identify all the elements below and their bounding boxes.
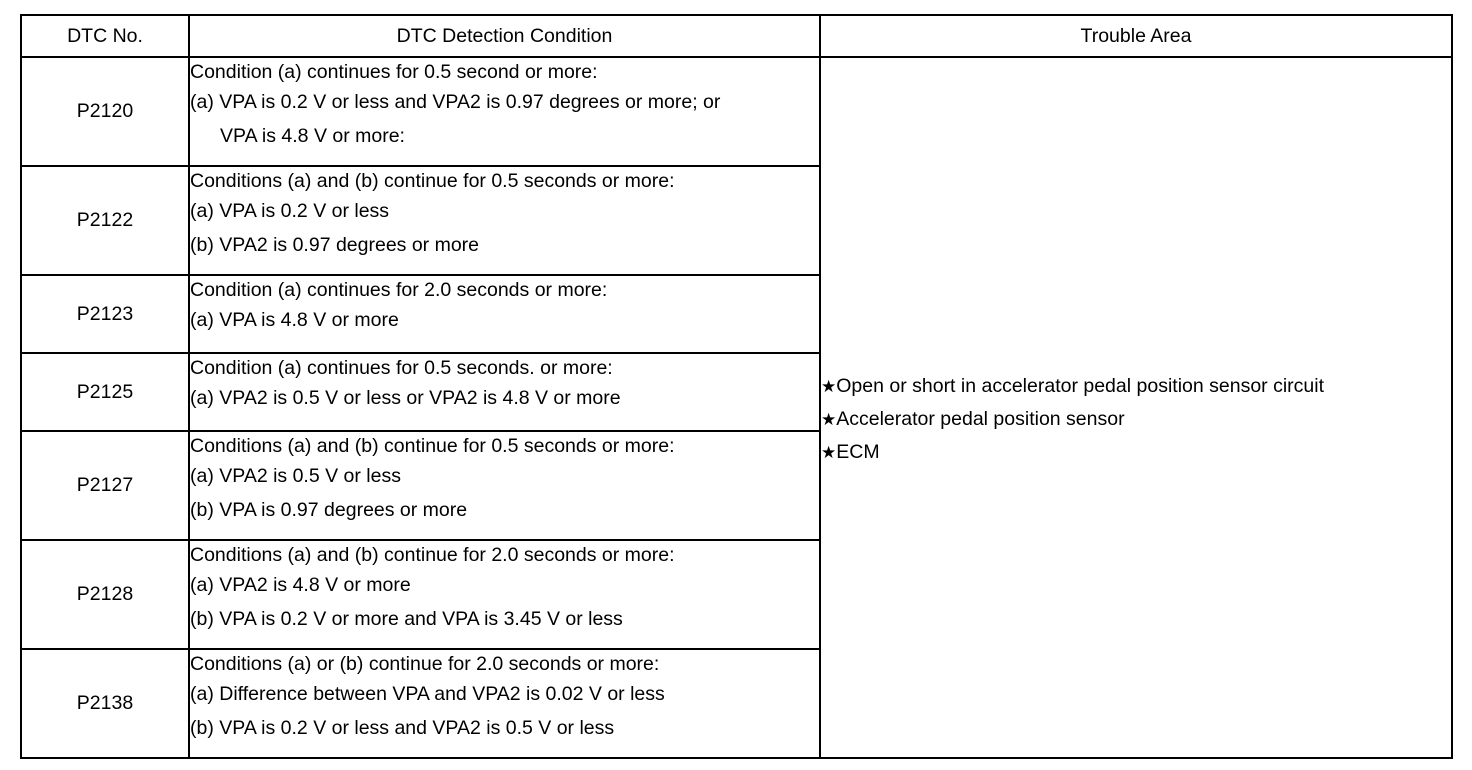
header-row xyxy=(21,15,1452,57)
detection-condition xyxy=(189,166,820,275)
header-detection-condition: DTC Detection Condition xyxy=(189,15,820,57)
dtc-code: P2138 xyxy=(21,649,189,758)
condition-line: (a) VPA is 0.2 V or less xyxy=(190,200,390,222)
trouble-area-item xyxy=(821,436,1451,469)
trouble-area-item-label: Open or short in accelerator pedal position sensor circuit xyxy=(836,375,1324,397)
trouble-area-cell xyxy=(820,57,1452,758)
dtc-table xyxy=(20,14,1453,759)
header-trouble-area: Trouble Area xyxy=(820,15,1452,57)
condition-line: (a) VPA2 is 0.5 V or less xyxy=(190,465,401,487)
condition-line: (b) VPA is 0.2 V or less and VPA2 is 0.5 V or less xyxy=(190,716,615,739)
condition-line: (a) Difference between VPA and VPA2 is 0.02 V or less xyxy=(190,683,665,705)
condition-line: Condition (a) continues for 2.0 seconds or more: xyxy=(190,279,608,301)
trouble-area-item xyxy=(821,403,1451,436)
condition-line: Condition (a) continues for 0.5 second or more: xyxy=(190,61,598,83)
condition-line: (b) VPA is 0.97 degrees or more xyxy=(190,498,468,521)
dtc-code: P2128 xyxy=(21,540,189,649)
dtc-code: P2122 xyxy=(21,166,189,275)
detection-condition xyxy=(189,540,820,649)
condition-line: (a) VPA is 4.8 V or more xyxy=(190,309,399,331)
detection-condition xyxy=(189,649,820,758)
detection-condition xyxy=(189,431,820,540)
condition-line: Condition (a) continues for 0.5 seconds. or more: xyxy=(190,357,613,379)
condition-line: VPA is 4.8 V or more: xyxy=(220,124,405,147)
condition-line: (b) VPA is 0.2 V or more and VPA is 3.45 V or less xyxy=(190,607,623,630)
star-icon: ★ xyxy=(821,410,837,429)
condition-line: (b) VPA2 is 0.97 degrees or more xyxy=(190,233,480,256)
condition-line: Conditions (a) and (b) continue for 0.5 seconds or more: xyxy=(190,435,675,457)
trouble-area-list xyxy=(821,370,1451,469)
trouble-area-item-label: Accelerator pedal position sensor xyxy=(836,408,1125,430)
detection-condition xyxy=(189,353,820,431)
star-icon: ★ xyxy=(821,443,837,462)
condition-line: (a) VPA2 is 0.5 V or less or VPA2 is 4.8 V or more xyxy=(190,387,621,409)
condition-line: (a) VPA is 0.2 V or less and VPA2 is 0.97 degrees or more; or xyxy=(190,91,721,113)
dtc-code: P2123 xyxy=(21,275,189,353)
table-row xyxy=(21,57,1452,166)
star-icon: ★ xyxy=(821,377,837,396)
dtc-code: P2120 xyxy=(21,57,189,166)
condition-line: (a) VPA2 is 4.8 V or more xyxy=(190,574,411,596)
condition-line: Conditions (a) and (b) continue for 0.5 seconds or more: xyxy=(190,170,675,192)
trouble-area-item xyxy=(821,370,1451,403)
detection-condition xyxy=(189,275,820,353)
header-dtc-no: DTC No. xyxy=(21,15,189,57)
condition-line: Conditions (a) or (b) continue for 2.0 seconds or more: xyxy=(190,653,660,675)
detection-condition xyxy=(189,57,820,166)
condition-line: Conditions (a) and (b) continue for 2.0 seconds or more: xyxy=(190,544,675,566)
dtc-code: P2125 xyxy=(21,353,189,431)
dtc-code: P2127 xyxy=(21,431,189,540)
trouble-area-item-label: ECM xyxy=(836,441,880,463)
